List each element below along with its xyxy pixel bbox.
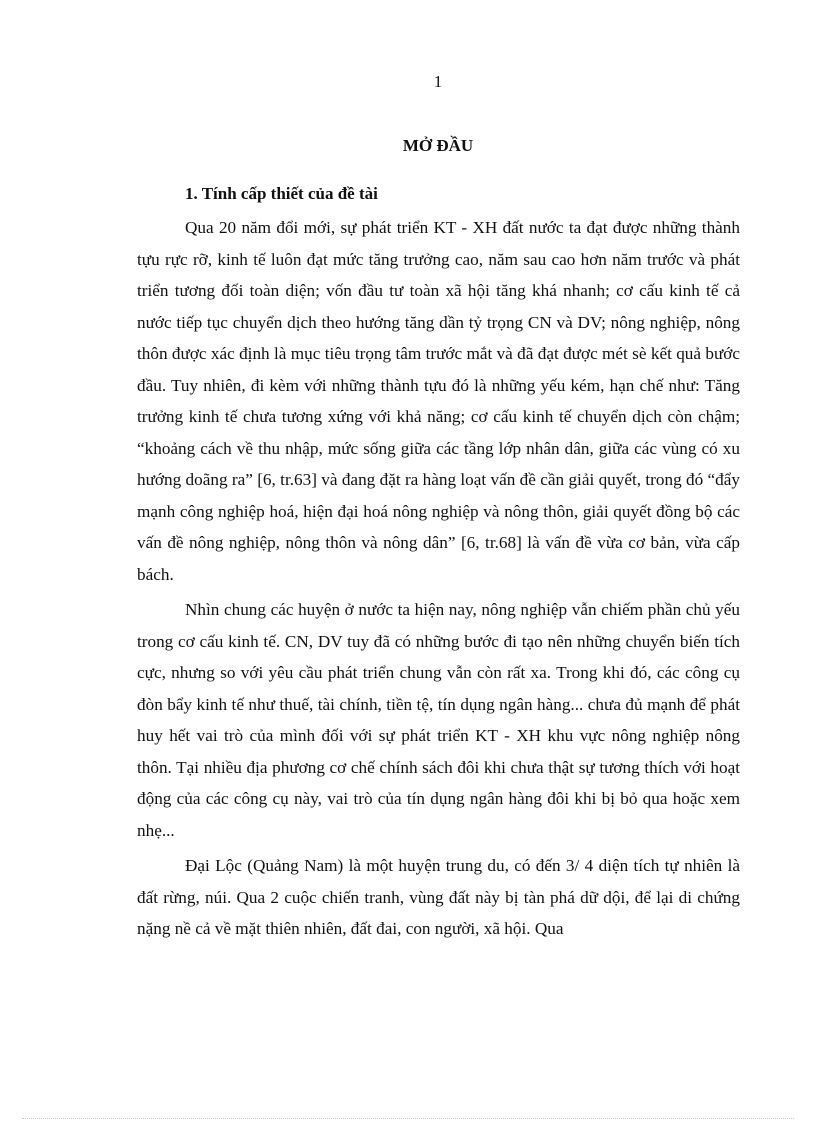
section-heading: 1. Tính cấp thiết của đề tài: [185, 184, 378, 203]
paragraph-2: Nhìn chung các huyện ở nước ta hiện nay, nông nghiệp vẫn chiếm phần chủ yếu trong cơ cấu kinh tế. CN, DV tuy đã có những bước đi tạo nên những chuyển biến tích cực, nhưng so với yêu cầu phát triển chung vẫn còn rất xa. Trong khi đó, các công cụ đòn bẩy kinh tế như thuế, tài chính, tiền tệ, tín dụng ngân hàng... chưa đủ mạnh để phát huy hết vai trò của mình đối với sự phát triển KT - XH khu vực nông nghiệp nông thôn. Tại nhiều địa phương cơ chế chính sách đôi khi chưa thật sự tương thích với hoạt động của các công cụ này, vai trò của tín dụng ngân hàng đôi khi bị bỏ qua hoặc xem nhẹ...: [137, 600, 740, 840]
paragraph-1: Qua 20 năm đổi mới, sự phát triển KT - XH đất nước ta đạt được những thành tựu rực rỡ, kinh tế luôn đạt mức tăng trưởng cao, năm sau cao hơn năm trước và phát triển tương đối toàn diện; vốn đầu tư toàn xã hội tăng khá nhanh; cơ cấu kinh tế cả nước tiếp tục chuyển dịch theo hướng tăng dần tỷ trọng CN và DV; nông nghiệp, nông thôn được xác định là mục tiêu trọng tâm trước mắt và đã đạt được mét sè kết quả bước đầu. Tuy nhiên, đi kèm với những thành tựu đó là những yếu kém, hạn chế như: Tăng trưởng kinh tế chưa tương xứng với khả năng; cơ cấu kinh tế chuyển dịch còn chậm; “khoảng cách về thu nhập, mức sống giữa các tầng lớp nhân dân, giữa các vùng có xu hướng doãng ra” [6, tr.63] và đang đặt ra hàng loạt vấn đề cần giải quyết, trong đó “đẩy mạnh công nghiệp hoá, hiện đại hoá nông nghiệp và nông thôn, giải quyết đồng bộ các vấn đề nông nghiệp, nông thôn và nông dân” [6, tr.68] là vấn đề vừa cơ bản, vừa cấp bách.: [137, 218, 740, 584]
page-number: 1: [433, 72, 443, 91]
page-bottom-divider: [22, 1118, 794, 1119]
paragraph-3: Đại Lộc (Quảng Nam) là một huyện trung du, có đến 3/ 4 diện tích tự nhiên là đất rừng, núi. Qua 2 cuộc chiến tranh, vùng đất này bị tàn phá dữ dội, để lại di chứng nặng nề cả về mặt thiên nhiên, đất đai, con người, xã hội. Qua: [137, 856, 740, 938]
body-text: [137, 212, 740, 949]
document-title: MỞ ĐẦU: [402, 136, 474, 155]
